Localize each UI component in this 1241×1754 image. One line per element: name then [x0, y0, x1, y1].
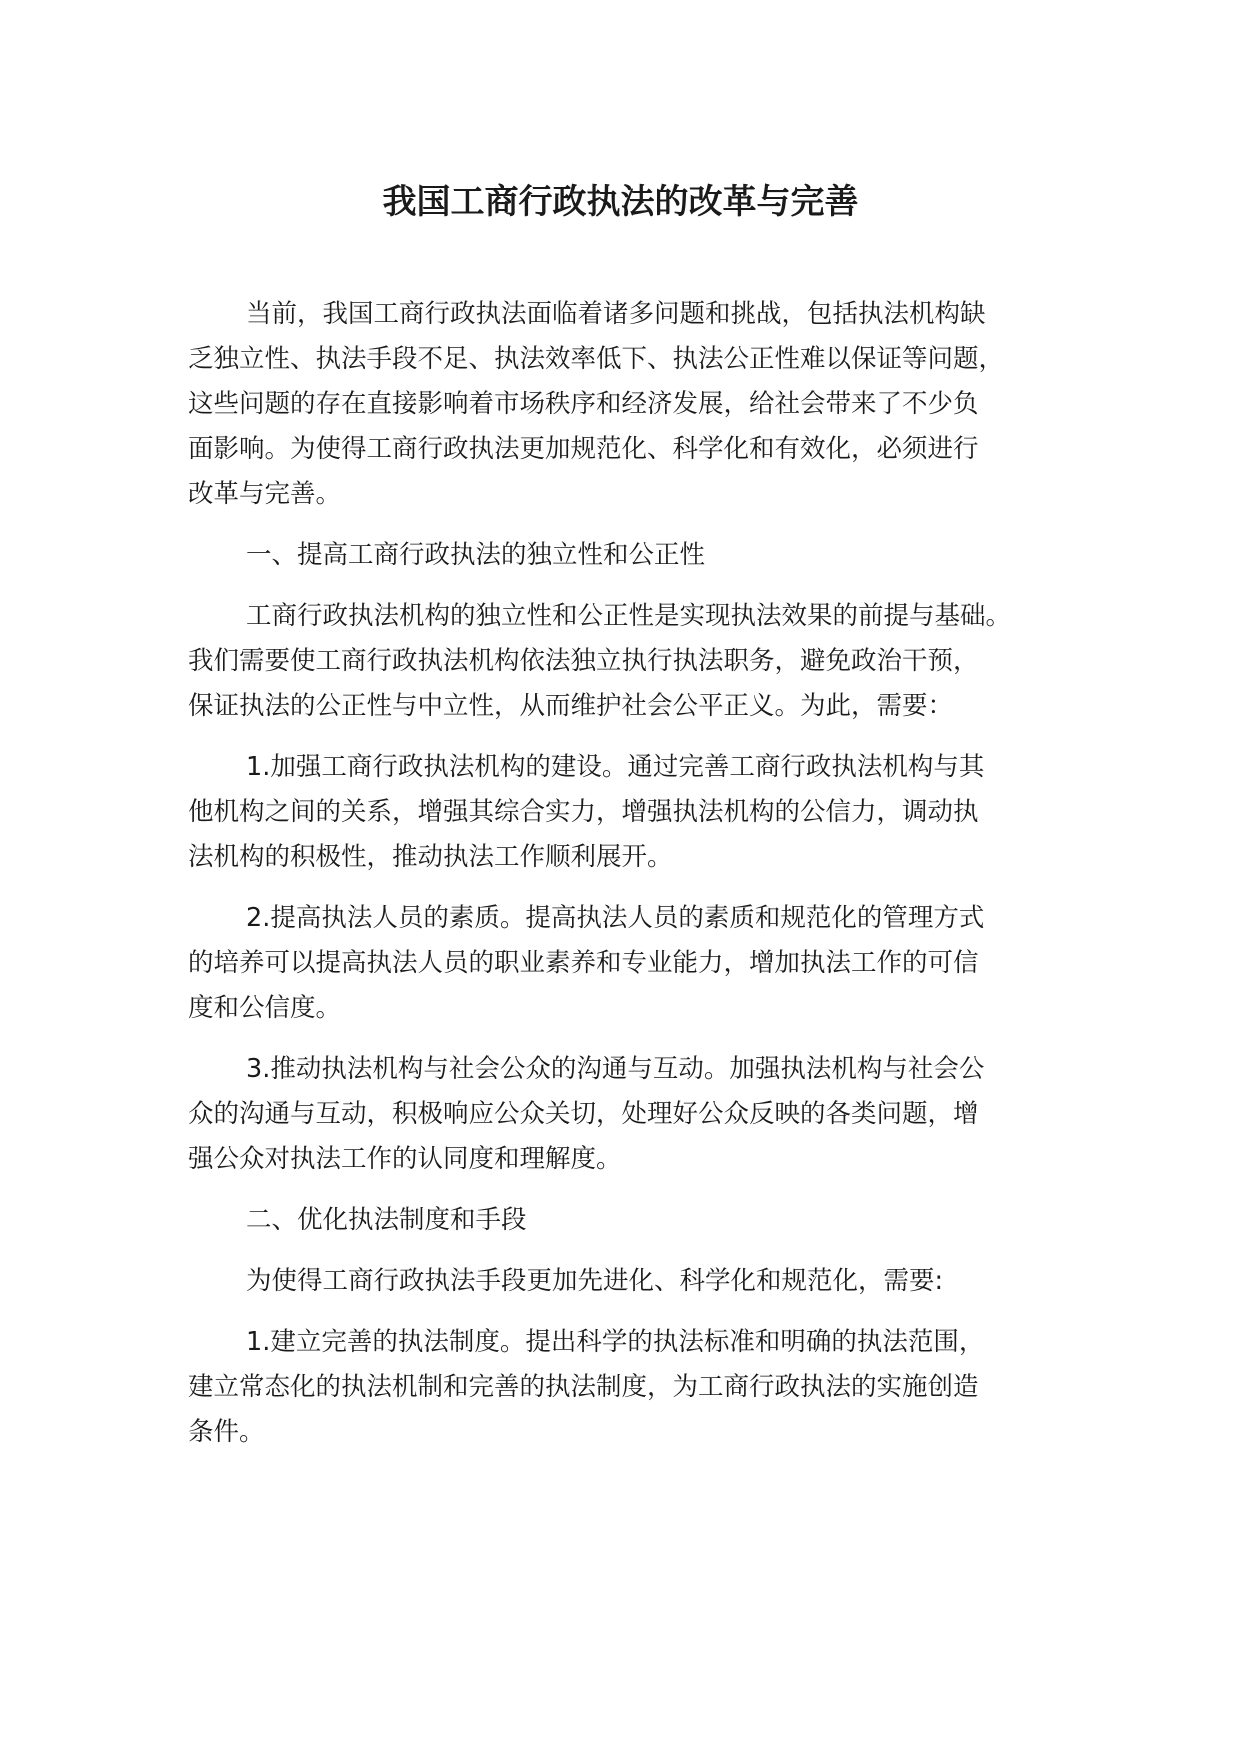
paragraph-line: 为使得工商行政执法手段更加先进化、科学化和规范化，需要: — [246, 1266, 944, 1296]
paragraph-line: 工商行政执法机构的独立性和公正性是实现执法效果的前提与基础。 — [246, 601, 1012, 631]
paragraph-line: 乏独立性、执法手段不足、执法效率低下、执法公正性难以保证等问题， — [188, 344, 1005, 374]
document-title: 我国工商行政执法的改革与完善 — [382, 182, 859, 222]
paragraph-line: 当前，我国工商行政执法面临着诸多问题和挑战，包括执法机构缺 — [246, 299, 986, 329]
paragraph-line: 条件。 — [188, 1417, 265, 1447]
paragraph-section-1-intro — [188, 594, 1078, 729]
paragraph-line: 3.推动执法机构与社会公众的沟通与互动。加强执法机构与社会公 — [246, 1054, 985, 1084]
paragraph-line: 度和公信度。 — [188, 993, 342, 1023]
section-heading-2 — [188, 1198, 1078, 1243]
section-heading-text: 二、优化执法制度和手段 — [246, 1205, 527, 1235]
list-item-1-1 — [188, 745, 1078, 880]
section-heading-1 — [188, 533, 1078, 578]
list-item-1-2 — [188, 896, 1078, 1031]
paragraph-line: 保证执法的公正性与中立性，从而维护社会公平正义。为此，需要： — [188, 691, 954, 721]
paragraph-intro — [188, 292, 1078, 517]
paragraph-line: 他机构之间的关系，增强其综合实力，增强执法机构的公信力，调动执 — [188, 797, 979, 827]
document-body — [188, 292, 1078, 1471]
paragraph-line: 建立常态化的执法机制和完善的执法制度，为工商行政执法的实施创造 — [188, 1372, 979, 1402]
list-item-2-1 — [188, 1320, 1078, 1455]
paragraph-line: 2.提高执法人员的素质。提高执法人员的素质和规范化的管理方式 — [246, 903, 985, 933]
paragraph-line: 的培养可以提高执法人员的职业素养和专业能力，增加执法工作的可信 — [188, 948, 979, 978]
paragraph-line: 1.建立完善的执法制度。提出科学的执法标准和明确的执法范围， — [246, 1327, 985, 1357]
paragraph-line: 众的沟通与互动，积极响应公众关切，处理好公众反映的各类问题，增 — [188, 1099, 979, 1129]
paragraph-line: 我们需要使工商行政执法机构依法独立执行执法职务，避免政治干预， — [188, 646, 979, 676]
paragraph-line: 1.加强工商行政执法机构的建设。通过完善工商行政执法机构与其 — [246, 752, 985, 782]
list-item-1-3 — [188, 1047, 1078, 1182]
paragraph-line: 这些问题的存在直接影响着市场秩序和经济发展，给社会带来了不少负 — [188, 389, 979, 419]
paragraph-line: 法机构的积极性，推动执法工作顺利展开。 — [188, 842, 673, 872]
paragraph-section-2-intro — [188, 1259, 1078, 1304]
paragraph-line: 改革与完善。 — [188, 479, 342, 509]
paragraph-line: 面影响。为使得工商行政执法更加规范化、科学化和有效化，必须进行 — [188, 434, 979, 464]
section-heading-text: 一、提高工商行政执法的独立性和公正性 — [246, 540, 706, 570]
paragraph-line: 强公众对执法工作的认同度和理解度。 — [188, 1144, 622, 1174]
